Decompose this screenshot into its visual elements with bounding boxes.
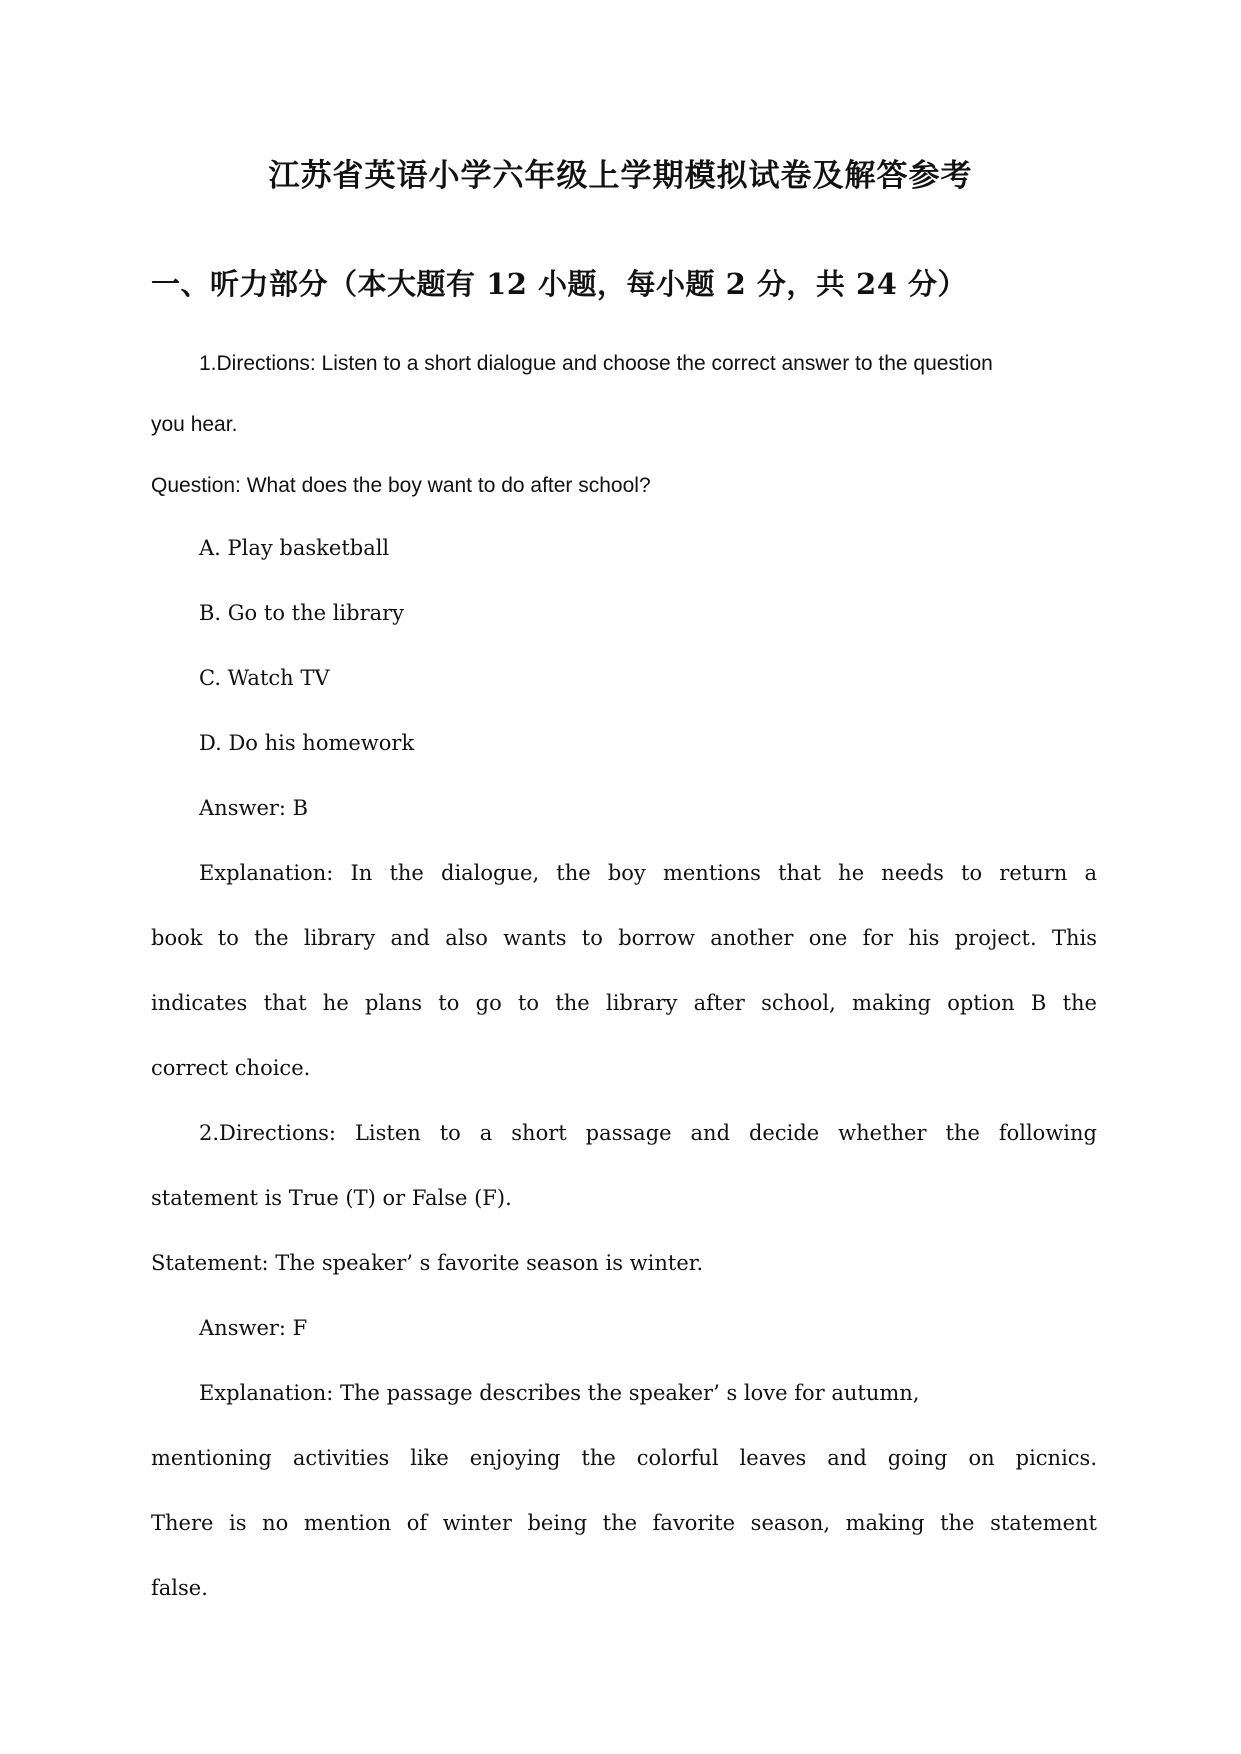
document-title: 江苏省英语小学六年级上学期模拟试卷及解答参考: [268, 158, 973, 194]
q2-explanation-line-3: There is no mention of winter being the favorite season, making the statement: [151, 1511, 1097, 1535]
q2-answer: Answer: F: [199, 1316, 308, 1340]
q1-explanation-line-2: book to the library and also wants to borrow another one for his project. This: [151, 926, 1097, 950]
q2-directions-line-2: statement is True (T) or False (F).: [151, 1186, 512, 1210]
q1-option-c: C. Watch TV: [199, 666, 330, 690]
section-heading: 一、听力部分（本大题有 12 小题，每小题 2 分，共 24 分）: [151, 267, 967, 301]
q1-option-d: D. Do his homework: [199, 731, 415, 755]
q2-explanation-line-4: false.: [151, 1576, 208, 1600]
q1-directions-line-1: 1.Directions: Listen to a short dialogue and choose the correct answer to the question: [199, 352, 993, 375]
q1-answer: Answer: B: [199, 796, 309, 820]
q2-explanation-line-1: Explanation: The passage describes the speaker’ s love for autumn,: [199, 1381, 920, 1405]
q1-explanation-line-4: correct choice.: [151, 1056, 311, 1080]
q1-option-b: B. Go to the library: [199, 601, 405, 625]
q2-statement: Statement: The speaker’ s favorite season is winter.: [151, 1251, 704, 1275]
q1-explanation-line-3: indicates that he plans to go to the library after school, making option B the: [151, 991, 1097, 1015]
q2-explanation-line-2: mentioning activities like enjoying the colorful leaves and going on picnics.: [151, 1446, 1097, 1470]
q1-option-a: A. Play basketball: [199, 536, 390, 560]
q1-directions-line-2: you hear.: [151, 413, 238, 436]
q1-question: Question: What does the boy want to do after school?: [151, 474, 651, 497]
q1-explanation-line-1: Explanation: In the dialogue, the boy mentions that he needs to return a: [199, 861, 1097, 885]
q2-directions-line-1: 2.Directions: Listen to a short passage and decide whether the following: [199, 1121, 1097, 1145]
